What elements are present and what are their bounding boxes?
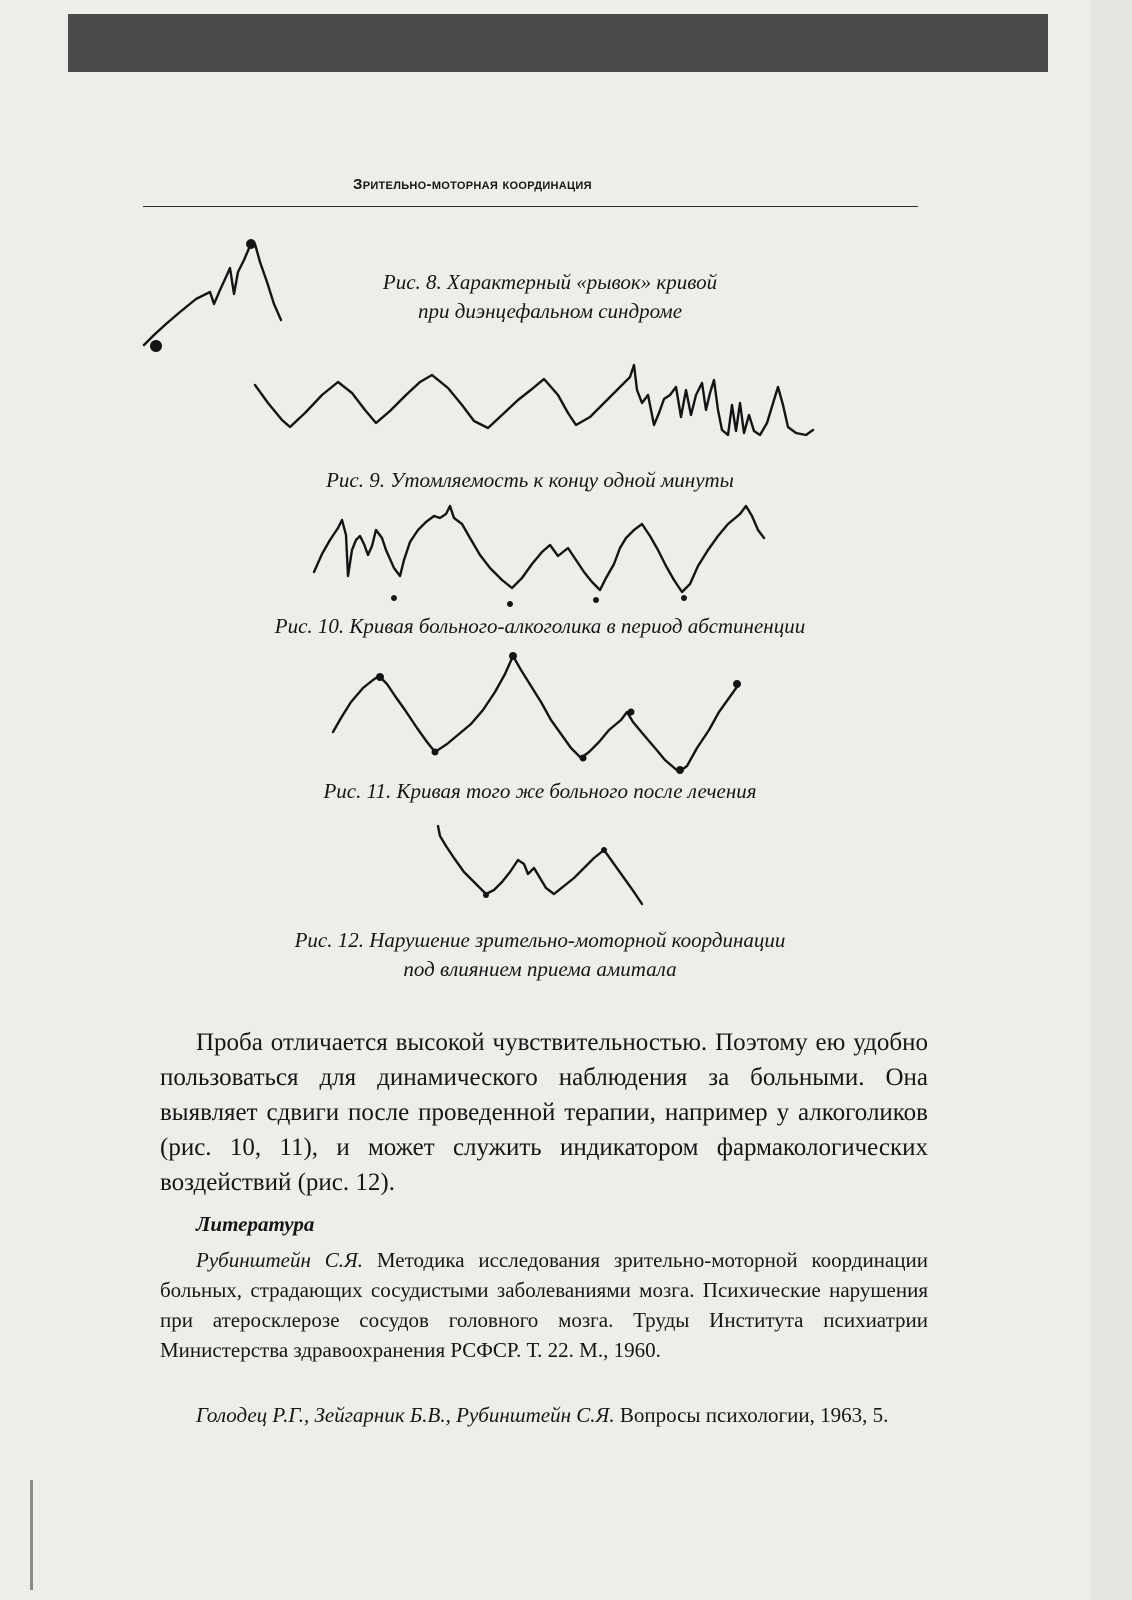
figure-9-caption: Рис. 9. Утомляемость к концу одной минуты xyxy=(326,468,734,492)
reference-text: Методика исследования зрительно-моторной координации больных, страдающих сосудистыми заболеваниями мозга. Психические нарушения при атеросклерозе сосудов головного мозга. Труды Института психиатрии Министерства здравоохранения РСФСР. Т. 22. М., 1960. xyxy=(160,1248,928,1362)
caption-line: при диэнцефальном синдроме xyxy=(417,299,683,323)
reference-authors: Рубинштейн С.Я. xyxy=(196,1248,364,1272)
caption-line: Рис. 12. Нарушение зрительно-моторной координации xyxy=(294,928,786,952)
figure-11-curve xyxy=(325,650,755,775)
top-dark-band xyxy=(68,14,1048,72)
reference-2 xyxy=(160,1400,928,1430)
figure-10-curve xyxy=(308,500,778,615)
reference-authors: Голодец Р.Г., Зейгарник Б.В., Рубинштейн С.Я. xyxy=(196,1403,615,1427)
figure-12-caption xyxy=(200,926,880,984)
figure-8-caption xyxy=(300,268,800,326)
figure-9-curve xyxy=(250,355,820,445)
running-header xyxy=(143,176,918,207)
figure-8-curve xyxy=(140,232,300,357)
figure-10-caption: Рис. 10. Кривая больного-алкоголика в период абстиненции xyxy=(274,614,806,638)
reference-1 xyxy=(160,1245,928,1365)
caption-line: под влиянием приема амитала xyxy=(403,957,677,981)
figure-12-curve xyxy=(428,818,653,913)
page-edge xyxy=(1090,0,1132,1600)
binding-mark xyxy=(30,1480,33,1590)
body-paragraph: Проба отличается высокой чувствительностью. Поэтому ею удобно пользоваться для динамического наблюдения за больными. Она выявляет сдвиги после проведенной терапии, например у алкоголиков (рис. 10, 11), и может служить индикатором фармакологических воздействий (рис. 12). xyxy=(160,1029,928,1196)
running-title: Зрительно-моторная координация xyxy=(353,176,592,193)
literature-heading: Литература xyxy=(196,1212,315,1236)
figure-11-caption: Рис. 11. Кривая того же больного после лечения xyxy=(323,779,757,803)
caption-line: Рис. 8. Характерный «рывок» кривой xyxy=(382,270,718,294)
reference-text: Вопросы психологии, 1963, 5. xyxy=(614,1403,889,1427)
